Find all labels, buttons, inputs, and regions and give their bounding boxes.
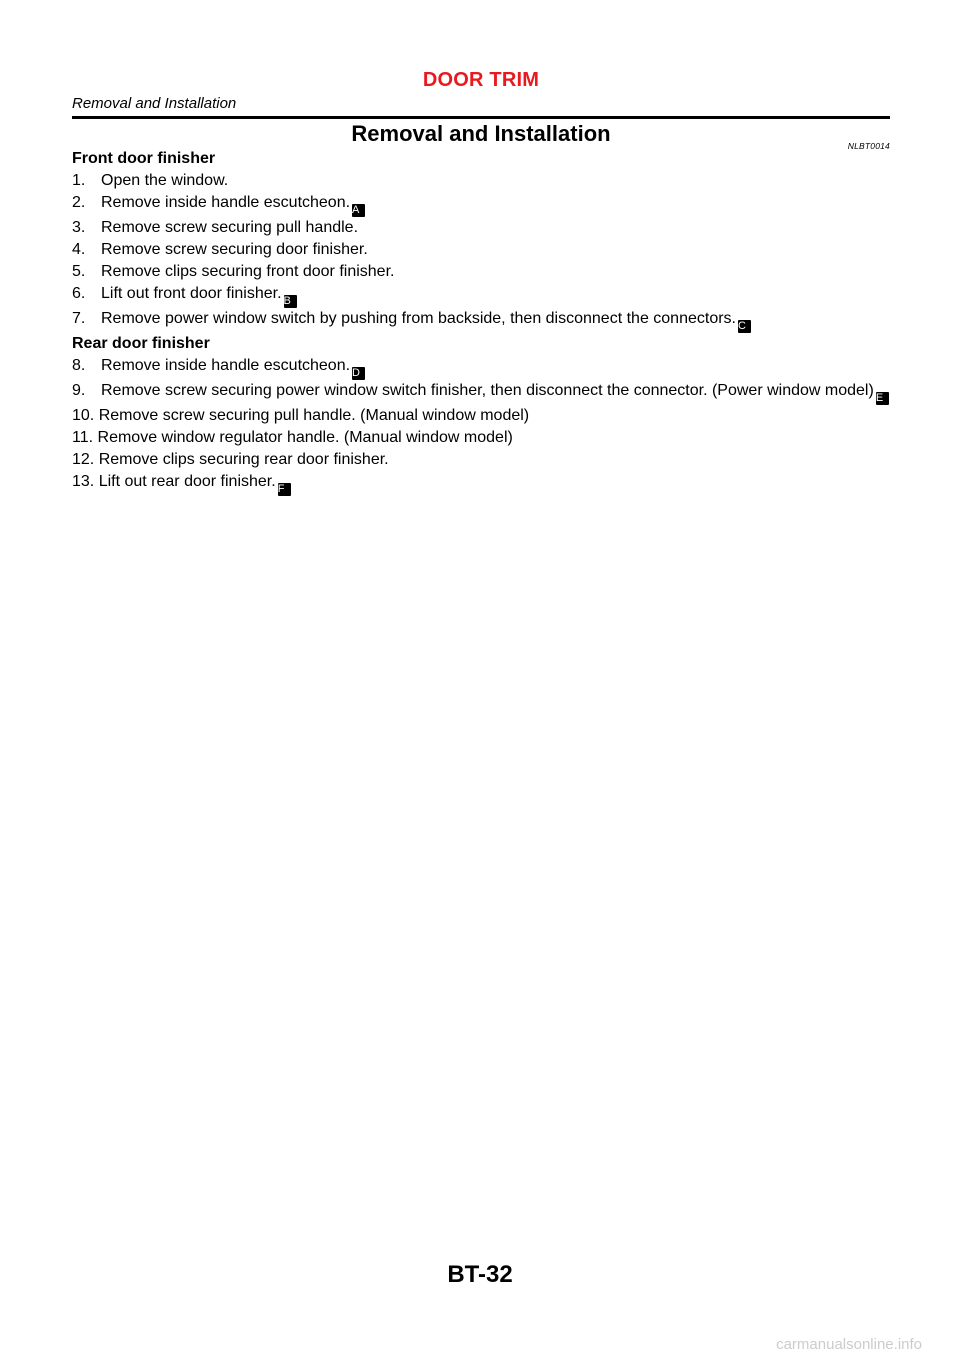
step-item	[72, 380, 890, 405]
step-item	[72, 405, 890, 427]
figure-ref-icon: C	[738, 320, 751, 333]
step-text: Lift out front door finisher.	[101, 285, 282, 302]
step-text: Lift out rear door finisher.	[98, 473, 276, 490]
step-item	[72, 239, 890, 261]
page-header	[72, 66, 890, 114]
watermark: carmanualsonline.info	[776, 1336, 922, 1353]
step-item	[72, 283, 890, 308]
chapter-title: DOOR TRIM	[422, 69, 540, 91]
step-number: 1.	[72, 172, 86, 189]
chapter-subtitle: Removal and Installation	[72, 95, 237, 112]
figure-ref-icon: D	[352, 367, 365, 380]
step-number: 11.	[72, 429, 94, 446]
step-number: 13.	[72, 473, 95, 490]
step-number: 3.	[72, 219, 86, 236]
step-text: Remove clips securing front door finisher.	[101, 263, 395, 280]
step-item	[72, 308, 890, 333]
step-item	[72, 217, 890, 239]
step-item	[72, 427, 890, 449]
step-text: Remove inside handle escutcheon.	[101, 194, 351, 211]
front-door-heading: Front door finisher	[72, 150, 216, 167]
page-number: BT-32	[447, 1261, 513, 1288]
step-item	[72, 471, 890, 496]
figure-ref-icon: E	[876, 392, 889, 405]
step-text: Open the window.	[101, 172, 229, 189]
step-number: 4.	[72, 241, 86, 258]
step-item	[72, 192, 890, 217]
section-reference-code: NLBT0014	[847, 141, 890, 151]
step-number: 6.	[72, 285, 86, 302]
step-number: 10.	[72, 407, 95, 424]
step-number: 2.	[72, 194, 86, 211]
step-text: Remove clips securing rear door finisher.	[98, 451, 389, 468]
figure-ref-icon: F	[278, 483, 291, 496]
step-text: Remove screw securing power window switch finisher, then disconnect the connector. (Power window model)	[101, 382, 874, 399]
step-number: 7.	[72, 310, 86, 327]
step-item	[72, 261, 890, 283]
step-text: Remove screw securing pull handle. (Manual window model)	[98, 407, 530, 424]
procedure-content	[72, 148, 890, 496]
step-text: Remove window regulator handle. (Manual window model)	[97, 429, 513, 446]
step-item	[72, 355, 890, 380]
step-number: 9.	[72, 382, 86, 399]
rear-door-heading: Rear door finisher	[72, 335, 210, 352]
step-text: Remove screw securing pull handle.	[101, 219, 359, 236]
step-number: 8.	[72, 357, 86, 374]
step-number: 5.	[72, 263, 86, 280]
figure-ref-icon: A	[352, 204, 365, 217]
figure-ref-icon: B	[284, 295, 297, 308]
step-number: 12.	[72, 451, 95, 468]
step-text: Remove inside handle escutcheon.	[101, 357, 351, 374]
step-item	[72, 170, 890, 192]
section-title: Removal and Installation	[351, 121, 611, 146]
step-text: Remove screw securing door finisher.	[101, 241, 368, 258]
step-text: Remove power window switch by pushing from backside, then disconnect the connectors.	[101, 310, 736, 327]
step-item	[72, 449, 890, 471]
